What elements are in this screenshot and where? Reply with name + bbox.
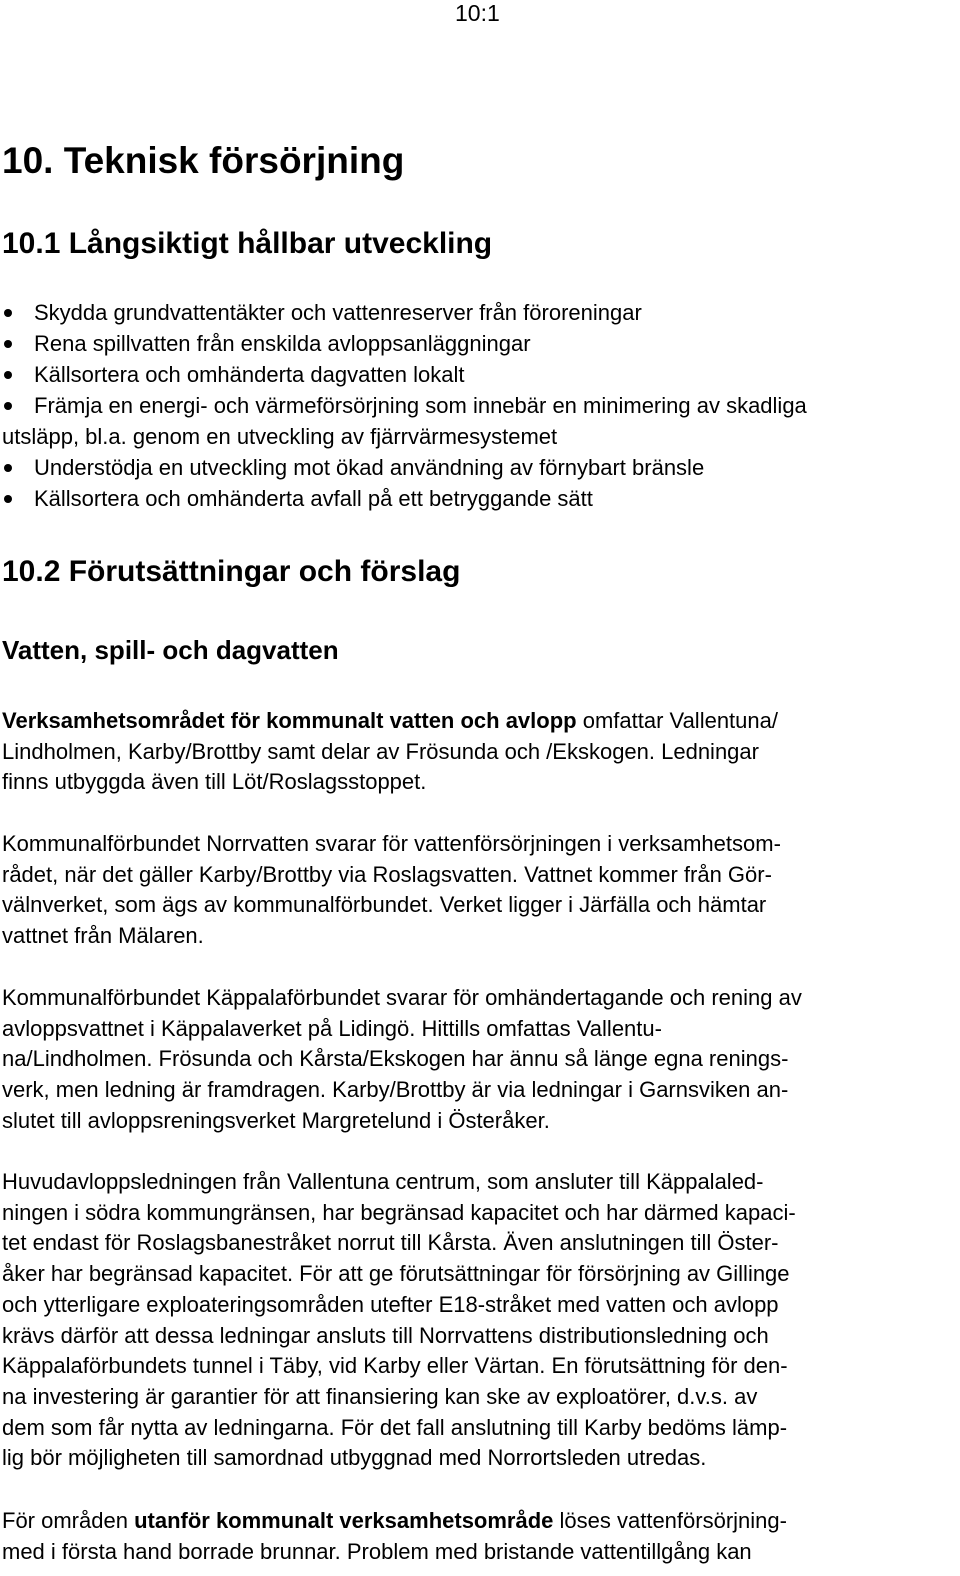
bullet-dot-icon — [4, 495, 12, 503]
bold-emphasis-text: utanför kommunalt verksamhetsområde — [134, 1508, 554, 1533]
list-item-text: Understödja en utveckling mot ökad användning av förnybart bränsle — [34, 455, 705, 480]
paragraph-line: Huvudavloppsledningen från Vallentuna centrum, som ansluter till Käppalaled- — [2, 1169, 764, 1194]
bullet-dot-icon — [4, 340, 12, 348]
paragraph-text: För områden — [2, 1508, 135, 1533]
bullet-dot-icon — [4, 309, 12, 317]
paragraph-line: Kommunalförbundet Käppalaförbundet svarar för omhändertagande och rening av — [2, 985, 802, 1010]
paragraph-line: verk, men ledning är framdragen. Karby/Brottby är via ledningar i Garnsviken an- — [2, 1077, 789, 1103]
list-item-continuation: utsläpp, bl.a. genom en utveckling av fjärrvärmesystemet — [2, 424, 558, 449]
paragraph-line: avloppsvattnet i Käppalaverket på Lidingö. Hittills omfattas Vallentu- — [2, 1015, 662, 1041]
paragraph-line: na/Lindholmen. Frösunda och Kårsta/Ekskogen har ännu så länge egna renings- — [2, 1046, 789, 1072]
paragraph-line: na investering är garantier för att finansiering kan ske av exploatörer, d.v.s. av — [2, 1383, 758, 1409]
paragraph-line — [2, 706, 778, 737]
list-item — [0, 359, 958, 390]
paragraph-line: Lindholmen, Karby/Brottby samt delar av Frösunda och /Ekskogen. Ledningar — [2, 738, 759, 764]
paragraph-line: dem som får nytta av ledningarna. För det fall anslutning till Karby bedöms lämp- — [2, 1414, 788, 1440]
section-heading-10-2: 10.2 Förutsättningar och förslag — [2, 555, 461, 588]
paragraph-line: välnverket, som ägs av kommunalförbundet. Verket ligger i Järfälla och hämtar — [2, 892, 767, 918]
paragraph-line: Kommunalförbundet Norrvatten svarar för vattenförsörjningen i verksamhetsom- — [2, 831, 781, 856]
list-item — [0, 452, 958, 483]
paragraph-service-area — [2, 706, 778, 798]
list-item — [0, 328, 958, 359]
paragraph-line: och ytterligare exploateringsområden utefter E18-stråket med vatten och avlopp — [2, 1291, 779, 1317]
paragraph-line: vattnet från Mälaren. — [2, 923, 204, 949]
list-item — [0, 483, 958, 514]
paragraph-text: omfattar Vallentuna/ — [576, 708, 778, 733]
paragraph-line: slutet till avloppsreningsverket Margretelund i Österåker. — [2, 1107, 550, 1133]
chapter-title: 10. Teknisk försörjning — [2, 140, 405, 181]
list-item-text: Rena spillvatten från enskilda avloppsanläggningar — [34, 331, 531, 356]
paragraph-wastewater — [2, 983, 802, 1137]
bullet-dot-icon — [4, 402, 12, 410]
paragraph-line — [2, 1506, 787, 1537]
list-item-text: Främja en energi- och värmeförsörjning som innebär en minimering av skadliga — [34, 393, 807, 418]
paragraph-outside-area — [2, 1506, 787, 1567]
paragraph-line: krävs därför att dessa ledningar ansluts till Norrvattens distributionsledning och — [2, 1322, 769, 1348]
subsection-heading: Vatten, spill- och dagvatten — [2, 635, 339, 665]
paragraph-line: med i första hand borrade brunnar. Problem med bristande vattentillgång kan — [2, 1538, 752, 1564]
bullet-dot-icon — [4, 464, 12, 472]
paragraph-line: rådet, när det gäller Karby/Brottby via Roslagsvatten. Vattnet kommer från Gör- — [2, 861, 772, 887]
list-item-text: Källsortera och omhänderta dagvatten lokalt — [34, 362, 465, 387]
goals-bullet-list — [0, 297, 958, 514]
paragraph-line: Käppalaförbundets tunnel i Täby, vid Karby eller Värtan. En förutsättning för den- — [2, 1353, 788, 1379]
paragraph-line: finns utbyggda även till Löt/Roslagsstoppet. — [2, 769, 427, 795]
bold-lead-text: Verksamhetsområdet för kommunalt vatten och avlopp — [2, 708, 577, 733]
list-item — [0, 390, 958, 452]
bullet-dot-icon — [4, 371, 12, 379]
paragraph-line: tet endast för Roslagsbanestråket norrut till Kårsta. Även anslutningen till Öster- — [2, 1230, 779, 1256]
paragraph-main-sewer — [2, 1167, 796, 1474]
paragraph-line: lig bör möjligheten till samordnad utbyggnad med Norrortsleden utredas. — [2, 1445, 707, 1471]
paragraph-line: ningen i södra kommungränsen, har begränsad kapacitet och har därmed kapaci- — [2, 1199, 796, 1225]
paragraph-water-supply — [2, 829, 781, 952]
paragraph-text: löses vattenförsörjning- — [553, 1508, 787, 1533]
paragraph-line: åker har begränsad kapacitet. För att ge förutsättningar för försörjning av Gillinge — [2, 1261, 790, 1287]
section-heading-10-1: 10.1 Långsiktigt hållbar utveckling — [2, 227, 493, 260]
list-item-text: Källsortera och omhänderta avfall på ett betryggande sätt — [34, 486, 593, 511]
list-item — [0, 297, 958, 328]
page-number: 10:1 — [455, 0, 500, 26]
list-item-text: Skydda grundvattentäkter och vattenreserver från föroreningar — [34, 300, 642, 325]
